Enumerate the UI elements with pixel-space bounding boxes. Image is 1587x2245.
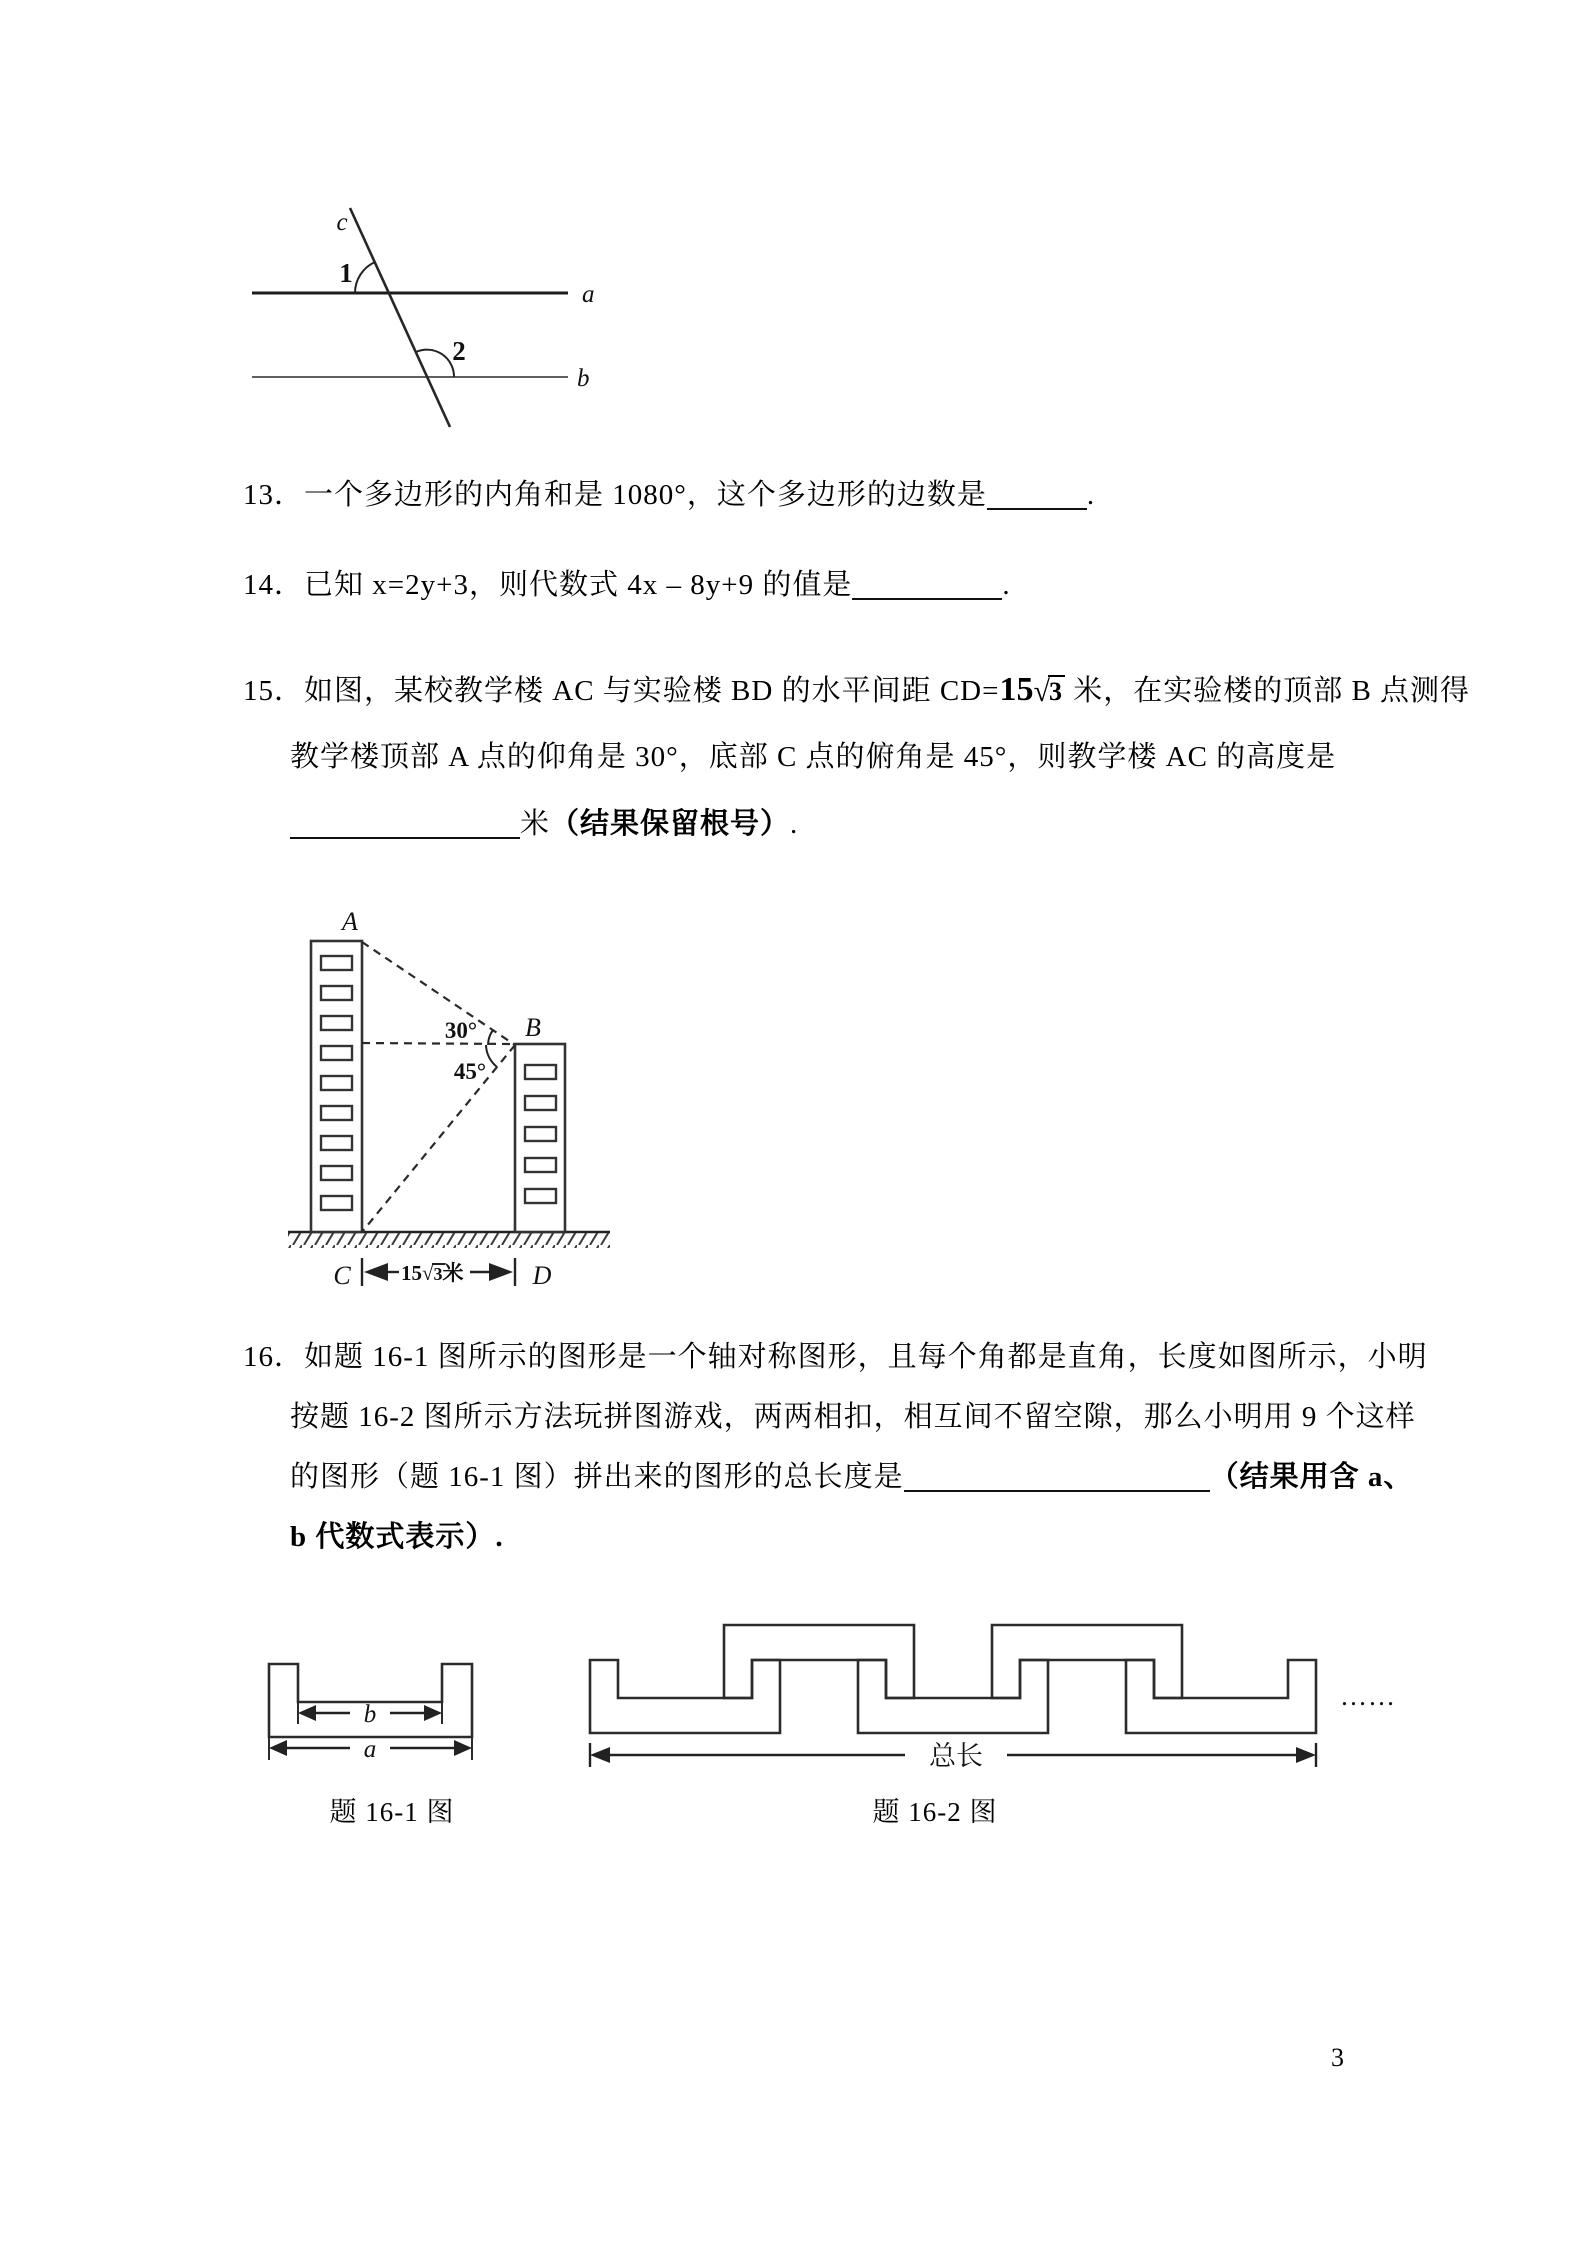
label-a: a [363, 1736, 377, 1763]
ground-hatching [288, 1233, 610, 1248]
q15-line1-post: 米，在实验楼的顶部 B 点测得 [1064, 675, 1471, 707]
figure-16-2 [575, 1615, 1405, 1780]
label-D: D [532, 1261, 552, 1290]
dimension-a [269, 1736, 472, 1763]
q15-radicand: 3 [1048, 675, 1065, 706]
elevation-angle-arc [488, 1030, 493, 1045]
q14-period: . [1002, 569, 1011, 601]
q15-radical-sign: √ [1033, 675, 1050, 708]
question-16-line1 [243, 1339, 1428, 1375]
parallel-lines-figure [230, 140, 630, 450]
label-B: B [525, 1013, 541, 1042]
q15-answer-blank [290, 813, 520, 839]
question-13 [243, 477, 1095, 513]
q15-line1-pre: 如图，某校教学楼 AC 与实验楼 BD 的水平间距 CD= [304, 675, 1000, 707]
q14-number: 14． [243, 569, 305, 601]
question-16-line2 [290, 1399, 1416, 1435]
question-15-line1 [243, 672, 1470, 710]
angle1-label: 1 [339, 258, 353, 288]
q16-line1-text: 如题 16-1 图所示的图形是一个轴对称图形，且每个角都是直角，长度如图所示，小明 [304, 1341, 1428, 1373]
building-right-BD [515, 1044, 565, 1232]
q15-note: （结果保留根号） [550, 808, 791, 840]
q13-answer-blank [987, 484, 1087, 510]
horizontal-sightline [362, 1043, 513, 1044]
question-15-line2 [290, 739, 1336, 775]
label-C: C [333, 1261, 351, 1290]
depression-angle-arc [486, 1045, 497, 1067]
q13-text: 一个多边形的内角和是 1080°，这个多边形的边数是 [304, 479, 987, 511]
angle2-label: 2 [452, 336, 466, 366]
question-15-line3 [290, 806, 798, 842]
q16-line2-text: 按题 16-2 图所示方法玩拼图游戏，两两相扣，相互间不留空隙，那么小明用 9 个这样 [290, 1401, 1416, 1433]
question-14 [243, 567, 1011, 603]
q15-period: . [790, 808, 799, 840]
figure-16-1 [250, 1650, 490, 1775]
label-a: a [582, 281, 595, 308]
q16-line3-pre: 的图形（题 16-1 图）拼出来的图形的总长度是 [290, 1461, 904, 1493]
q14-answer-blank [852, 574, 1002, 600]
q16-line4-text: b 代数式表示）. [290, 1521, 504, 1553]
dimension-total-length [590, 1741, 1316, 1771]
q15-line2-text: 教学楼顶部 A 点的仰角是 30°，底部 C 点的俯角是 45°，则教学楼 AC 的高度是 [290, 741, 1337, 773]
transversal-line-c [350, 208, 450, 427]
sightline-B-to-C [362, 1045, 515, 1232]
angle1-arc [355, 262, 375, 293]
q16-line3-note: （结果用含 a、 [1209, 1461, 1414, 1493]
q15-unit: 米 [520, 808, 551, 840]
dimension-text: 15√3米 [401, 1261, 464, 1285]
q16-number: 16． [243, 1341, 305, 1373]
depression-angle-label: 45° [453, 1059, 487, 1084]
question-16-line4 [290, 1519, 504, 1555]
building-left-AC [311, 941, 362, 1232]
q16-answer-blank [904, 1466, 1210, 1492]
interlocked-shapes [590, 1625, 1316, 1733]
total-length-label: 总长 [929, 1741, 983, 1771]
q15-sqrt-coefficient: 15 [999, 671, 1034, 708]
q13-number: 13． [243, 479, 305, 511]
figure-16-2-caption: 题 16-2 图 [872, 1797, 998, 1827]
label-A: A [342, 907, 358, 936]
question-16-line3 [290, 1459, 1413, 1495]
figure-16-1-caption: 题 16-1 图 [329, 1797, 455, 1827]
q13-period: . [1086, 479, 1096, 511]
buildings-figure [280, 900, 620, 1300]
label-c: c [336, 209, 348, 236]
label-b: b [577, 365, 590, 392]
dimension-CD [362, 1258, 515, 1286]
continuation-dots: …… [1340, 1681, 1396, 1711]
sightline-B-to-A [362, 942, 515, 1045]
elevation-angle-label: 30° [444, 1018, 478, 1043]
dimension-b [298, 1701, 442, 1728]
page-number: 3 [1331, 2043, 1344, 2072]
q14-text: 已知 x=2y+3，则代数式 4x – 8y+9 的值是 [304, 569, 853, 601]
q15-number: 15． [243, 675, 305, 707]
label-b: b [363, 1701, 377, 1728]
